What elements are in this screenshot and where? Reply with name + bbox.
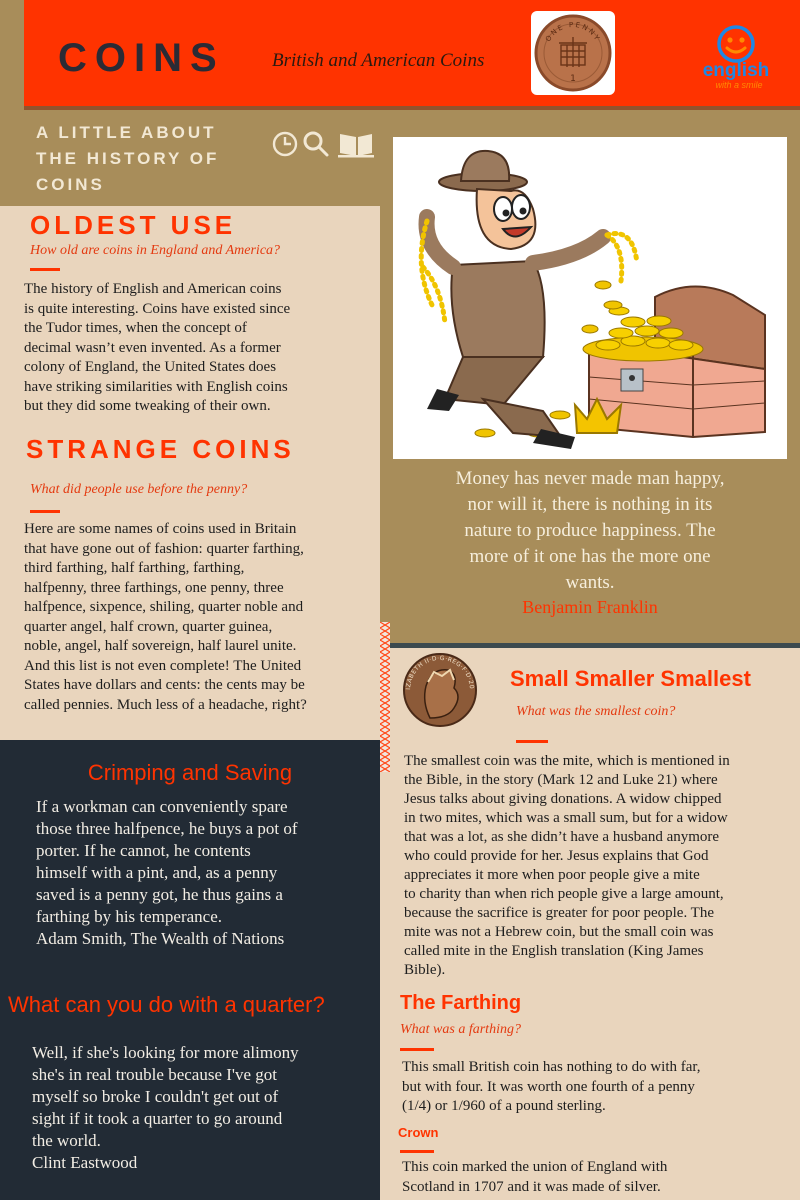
history-heading	[36, 120, 266, 198]
franklin-quote	[400, 466, 780, 596]
crown-heading: Crown	[398, 1125, 439, 1140]
strange-coins-rule	[30, 510, 60, 513]
penny-coin-image	[531, 11, 615, 95]
search-icon	[305, 133, 327, 155]
history-line: A LITTLE ABOUT	[36, 123, 217, 142]
text-line: that was a lot, as she didn’t have a husband anymore	[404, 829, 720, 845]
text-line: that have gone out of fashion: quarter farthing,	[24, 540, 304, 557]
text-line: halfpence, sixpence, shiling, quarter noble and	[24, 599, 304, 615]
page-subtitle: British and American Coins	[272, 50, 485, 71]
text-line: colony of England, the United States does	[24, 359, 277, 375]
farthing-body	[402, 1058, 794, 1117]
text-line: And this list is not even complete! The United	[24, 657, 302, 674]
text-line: noble, angel, half sovereign, half laurel unite.	[24, 638, 297, 654]
text-line: quarter angel, half crown, quarter guinea,	[24, 618, 273, 635]
history-icons	[272, 128, 382, 160]
english-with-a-smile-logo	[694, 22, 774, 96]
quote-line: nor will it, there is nothing in its	[467, 494, 713, 515]
crimping-heading: Crimping and Saving	[87, 760, 293, 785]
quarter-body	[32, 1042, 372, 1174]
oldest-use-body	[24, 280, 374, 417]
history-line: COINS	[36, 175, 105, 194]
treasure-hunter-illustration	[393, 137, 787, 459]
quote-author: Benjamin Franklin	[522, 597, 658, 617]
text-line: This small British coin has nothing to do with far,	[402, 1059, 701, 1075]
svg-text:1: 1	[570, 74, 576, 84]
quote-line: Money has never made man happy,	[455, 468, 725, 489]
text-line: but with four. It was worth one fourth of a penny	[402, 1078, 695, 1095]
text-line: to charity than when rich people give a large amount,	[404, 886, 724, 902]
decorative-divider	[380, 622, 390, 772]
oldest-use-rule	[30, 268, 60, 271]
text-line: but they did some tweaking of their own.	[24, 398, 271, 414]
text-line: third farthing, half farthing, farthing,	[24, 560, 245, 576]
crown-body	[402, 1158, 794, 1197]
smallest-coin-question: What was the smallest coin?	[516, 704, 676, 719]
text-line: called mite in the English translation (King James	[404, 943, 704, 959]
history-line: THE HISTORY OF	[36, 149, 220, 168]
text-line: porter. If he cannot, he contents	[36, 841, 251, 860]
text-line: because the sacrifice is greater for poor people. The	[404, 905, 714, 921]
text-line: myself so broke I couldn't get out of	[32, 1087, 279, 1106]
oldest-use-heading: OLDEST USE	[30, 210, 237, 240]
text-line: If a workman can conveniently spare	[36, 797, 288, 816]
farthing-rule	[400, 1048, 434, 1051]
book-icon	[338, 134, 374, 158]
quarter-heading: What can you do with a quarter?	[8, 992, 325, 1017]
text-line: who could provide for her. Jesus explains that God	[404, 848, 709, 864]
text-line: the Tudor times, when the concept of	[24, 320, 247, 336]
farthing-heading: The Farthing	[400, 992, 522, 1014]
text-line: sight if it took a quarter to go around	[32, 1109, 283, 1128]
logo-tagline: with a smile	[715, 80, 763, 90]
strange-coins-body	[24, 520, 376, 715]
text-line: those three halfpence, he buys a pot of	[36, 819, 298, 838]
quotes-dark-panel	[0, 740, 380, 1200]
elizabeth-coin-image	[402, 652, 478, 728]
text-line: Jesus talks about giving donations. A widow chipped	[404, 791, 722, 807]
text-line: (1/4) or 1/960 of a pound sterling.	[402, 1098, 606, 1114]
text-line: Bible).	[404, 962, 446, 978]
text-line: have striking similarities with English coins	[24, 378, 288, 395]
strange-coins-heading: STRANGE COINS	[26, 434, 295, 464]
page-title: COINS	[58, 36, 225, 80]
text-line: she's in real trouble because I've got	[32, 1065, 277, 1084]
text-line: the world.	[32, 1131, 101, 1150]
text-line: himself with a pint, and, as a penny	[36, 863, 278, 882]
text-line: The smallest coin was the mite, which is mentioned in	[404, 753, 730, 769]
text-line: Here are some names of coins used in Britain	[24, 521, 297, 537]
smallest-coin-rule	[516, 740, 548, 743]
quote-line: wants.	[565, 572, 615, 593]
text-line: This coin marked the union of England with	[402, 1159, 668, 1175]
quote-line: more of it one has the more one	[469, 546, 711, 567]
strange-coins-question: What did people use before the penny?	[30, 482, 248, 497]
left-info-panel	[0, 206, 380, 740]
quote-line: nature to produce happiness. The	[464, 520, 716, 541]
right-info-panel	[380, 648, 800, 1200]
text-line: Scotland in 1707 and it was made of silver.	[402, 1178, 661, 1195]
farthing-question: What was a farthing?	[400, 1022, 521, 1037]
text-line: Well, if she's looking for more alimony	[32, 1043, 299, 1062]
crimping-body	[36, 796, 376, 950]
smiley-icon	[719, 27, 753, 61]
coin-legend: IZABETH II·D·G·REG·F·D·20	[404, 654, 476, 690]
quote-author: Clint Eastwood	[32, 1153, 138, 1172]
text-line: is quite interesting. Coins have existed since	[24, 300, 291, 317]
text-line: decimal wasn’t even invented. As a former	[24, 339, 281, 356]
text-line: Adam Smith, The Wealth of Nations	[36, 929, 285, 948]
text-line: halfpenny, three farthings, one penny, three	[24, 579, 284, 596]
text-line: in two mites, which was a small sum, but for a widow	[404, 810, 728, 826]
crown-rule	[400, 1150, 434, 1153]
small-smaller-smallest-heading: Small Smaller Smallest	[510, 666, 751, 691]
clock-icon	[274, 133, 296, 155]
smallest-coin-body	[404, 752, 796, 980]
text-line: The history of English and American coins	[24, 281, 282, 297]
logo-wordmark: english	[702, 60, 770, 81]
text-line: saved is a penny got, he thus gains a	[36, 885, 283, 904]
header-shadow	[24, 106, 800, 110]
text-line: States have dollars and cents: the cents may be	[24, 677, 305, 693]
coin-legend: ONE PENNY	[544, 20, 602, 44]
text-line: appreciates it more when poor people give a mite	[404, 867, 700, 883]
text-line: mite was not a Hebrew coin, but the small coin was	[404, 924, 714, 940]
text-line: farthing by his temperance.	[36, 907, 222, 926]
text-line: the Bible, in the story (Mark 12 and Luke 21) where	[404, 772, 718, 788]
text-line: called pennies. Much less of a headache, right?	[24, 696, 307, 713]
oldest-use-question: How old are coins in England and America?	[30, 243, 281, 258]
